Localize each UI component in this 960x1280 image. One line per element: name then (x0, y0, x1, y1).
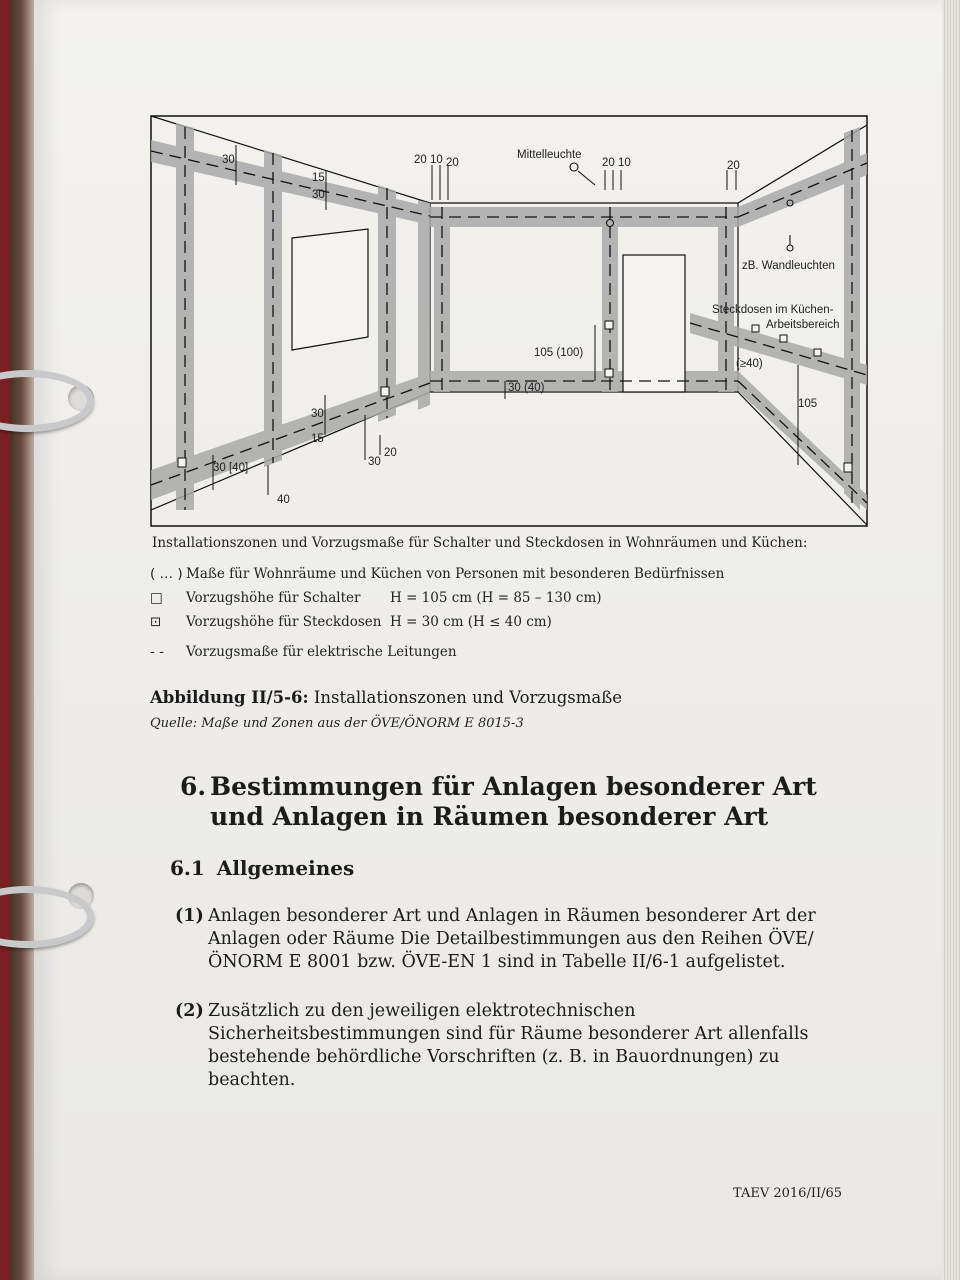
legend-item (150, 614, 790, 630)
dim-label: 15 (311, 433, 324, 445)
legend-text: Vorzugshöhe für Schalter (186, 590, 361, 606)
figure-caption: Installationszonen und Vorzugsmaße für Schalter und Steckdosen in Wohnräumen und Küchen: (152, 535, 808, 551)
installation-zones-diagram (150, 115, 868, 527)
paragraph-number: (2) (175, 1001, 204, 1021)
paragraph-number: (1) (175, 906, 204, 926)
figure-number: Abbildung II/5-6: (150, 688, 309, 707)
window (292, 229, 368, 350)
dim-label: 20 (414, 154, 427, 166)
binder-cover-edge (0, 0, 10, 1280)
dim-label: 20 (446, 157, 459, 169)
section-heading (180, 772, 820, 832)
dim-label: 40 (277, 494, 290, 506)
dim-label: 105 (100) (534, 347, 584, 359)
section-number: 6. (180, 772, 207, 801)
subsection-title: Allgemeines (216, 856, 355, 880)
section-title: Bestimmungen für Anlagen besonderer Art und Anlagen in Räumen besonderer Art (210, 772, 817, 831)
paragraph (175, 1000, 855, 1092)
legend-value: H = 30 cm (H ≤ 40 cm) (390, 614, 552, 630)
label-steckdosen-line1: Steckdosen im Küchen- (712, 304, 834, 316)
legend-text: Maße für Wohnräume und Küchen von Personen mit besonderen Bedürfnissen (186, 566, 725, 582)
page-footer: TAEV 2016/II/65 (733, 1186, 843, 1201)
switch-symbol-icon: □ (150, 590, 163, 606)
legend-item (150, 590, 790, 606)
paragraph-text: Zusätzlich zu den jeweiligen elektrotechnischen Sicherheitsbestimmungen sind für Räume besonderer Art allenfalls bestehende behördliche Vorschriften (z. B. in Bauordnungen) zu beachten. (208, 1001, 809, 1090)
dim-label: 20 (602, 157, 615, 169)
dim-label: 30 (312, 189, 325, 201)
legend-value: H = 105 cm (H = 85 – 130 cm) (390, 590, 602, 606)
paragraph-text: Anlagen besonderer Art und Anlagen in Räumen besonderer Art der Anlagen oder Räume Die Detailbestimmungen aus den Reihen ÖVE/ÖNORM E 8001 bzw. ÖVE-EN 1 sind in Tabelle II/6-1 aufgelistet. (208, 906, 816, 972)
figure-source: Quelle: Maße und Zonen aus der ÖVE/ÖNORM E 8015-3 (150, 716, 524, 731)
dim-label: 10 (430, 154, 443, 166)
dim-label: 20 (727, 160, 740, 172)
dim-label: 30 (368, 456, 381, 468)
label-mittelleuchte: Mittelleuchte (517, 149, 582, 161)
dim-label: (≥40) (736, 358, 763, 370)
subsection-heading (170, 856, 354, 880)
page-stack-edge (942, 0, 960, 1280)
subsection-number: 6.1 (170, 856, 205, 880)
legend-symbol: ( … ) (150, 566, 183, 582)
legend-text: Vorzugshöhe für Steckdosen (186, 614, 382, 630)
legend-text: Vorzugsmaße für elektrische Leitungen (186, 644, 457, 660)
dim-label: 30 (311, 408, 324, 420)
dim-label: 105 (798, 398, 818, 410)
installation-zones (151, 123, 867, 510)
dim-label: 10 (618, 157, 631, 169)
paragraph (175, 905, 855, 974)
dim-label: 20 (384, 447, 397, 459)
dim-label: 30 (40) (508, 382, 545, 394)
label-wandleuchten: zB. Wandleuchten (742, 260, 835, 272)
legend-item (150, 566, 724, 582)
figure-title (150, 688, 622, 707)
dashed-line-icon: - - (150, 644, 165, 660)
label-steckdosen-line2: Arbeitsbereich (766, 319, 840, 331)
figure-title-text: Installationszonen und Vorzugsmaße (313, 688, 623, 707)
door (623, 255, 685, 392)
legend-item (150, 644, 457, 660)
dim-label: 30 [40] (213, 462, 249, 474)
socket-symbol-icon: ⊡ (150, 614, 162, 630)
dim-label: 15 (312, 172, 325, 184)
dim-label: 30 (222, 154, 235, 166)
